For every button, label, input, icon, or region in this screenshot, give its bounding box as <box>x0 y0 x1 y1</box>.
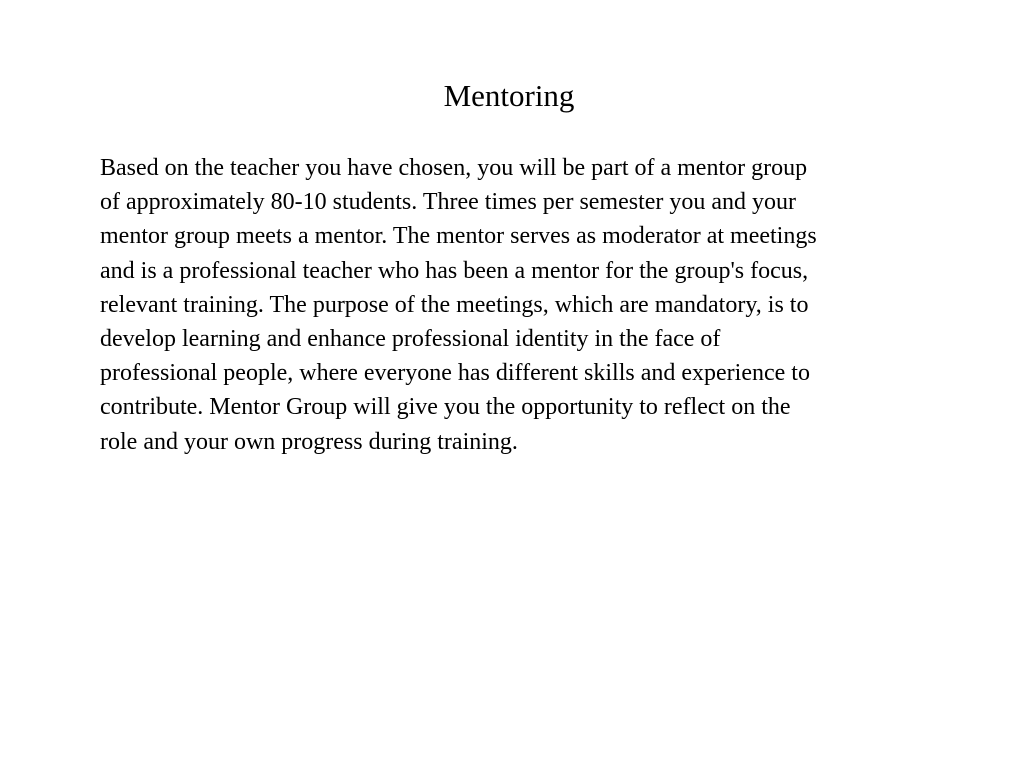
body-line: Based on the teacher you have chosen, you will be part of a mentor group <box>100 155 808 181</box>
body-line: and is a professional teacher who has been a mentor for the group's focus, <box>100 257 809 284</box>
body-line: of approximately 80-10 students. Three times per semester you and your <box>100 189 797 216</box>
slide-body-text <box>100 151 960 459</box>
body-line: mentor group meets a mentor. The mentor serves as moderator at meetings <box>100 223 817 250</box>
slide-title: Mentoring <box>443 78 575 113</box>
body-line: role and your own progress during training. <box>100 428 518 455</box>
body-line: relevant training. The purpose of the meetings, which are mandatory, is to <box>100 291 809 318</box>
body-line: contribute. Mentor Group will give you the opportunity to reflect on the <box>100 394 791 421</box>
body-line: develop learning and enhance professional identity in the face of <box>100 326 721 353</box>
body-line: professional people, where everyone has different skills and experience to <box>100 360 810 387</box>
